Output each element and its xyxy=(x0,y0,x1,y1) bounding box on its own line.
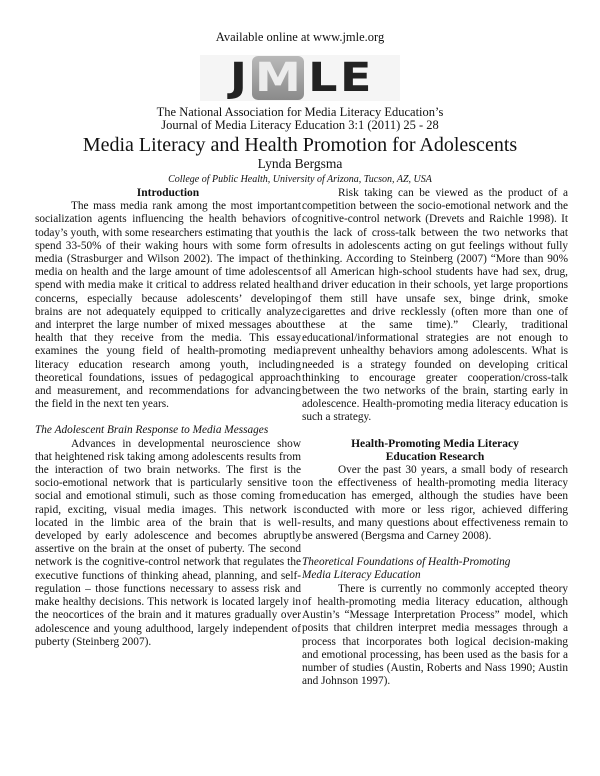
journal-citation: Journal of Media Literacy Education 3:1 (2011) 25 - 28 xyxy=(161,118,439,132)
theory-paragraph: There is currently no commonly accepted theory of health-promoting media literacy education, although Austin’s “Message Interpretation Process” model, which posits that children interpret media messages through a process that incorporates both logical decision-making and emotional processing, has been used as the basis for a number of studies (Austin, Roberts and Nass 1990; Austin and Johnson 1997). xyxy=(302,582,568,688)
section-spacer xyxy=(302,425,568,438)
logo-letter-e: E xyxy=(339,55,371,101)
brain-response-paragraph: Advances in developmental neuroscience show that heightened risk taking among adolescents results from the interaction of two brain networks. The first is the socio-emotional network that is particularly sensitive to social and emotional stimuli, such as those coming from rapid, exciting, visual media images. This network is located in the limbic area of the brain that is well-developed by early adolescence and becomes abruptly assertive on the brain at the onset of puberty. The second network is the cognitive-control network that regulates the executive functions of thinking ahead, planning, and self-regulation – those functions necessary to assess risk and make healthy decisions. This network is located largely in the neocortices of the brain and it matures gradually over adolescence and young adulthood, largely independent of puberty (Steinberg 2007). xyxy=(35,437,301,648)
introduction-paragraph: The mass media rank among the most important socialization agents influencing the health behaviors of today’s youth, with some researchers estimating that youth spend 33-50% of their waking hours with some form of media (Strasburger and Wilson 2002). The impact of the media on health and the large amount of time adolescents spend with media make it critical to address related health concerns, especially because adolescents’ developing brains are not adequately equipped to critically analyze and interpret the large number of mixed messages about health that they receive from the media. This essay examines the young field of health-promoting media literacy education research among youth, including theoretical foundations, issues of pedagogical approach and measurement, and recommendations for advancing the field in the next ten years. xyxy=(35,200,301,411)
availability-notice: Available online at www.jmle.org xyxy=(215,30,385,44)
risk-taking-paragraph: Risk taking can be viewed as the product of a competition between the socio-emotional network and the cognitive-control network (Drevets and Raichle 1998). It is the lack of cross-talk between the two networks that results in adolescents acting on gut feelings without fully thinking. According to Steinberg (2007) “More than 90% of all American high-school students have had sex, drug, and driver education in their schools, yet large proportions of them still have unsafe sex, binge drink, smoke cigarettes and drive recklessly (often more than one of these at the same time).” Clearly, traditional educational/informational strategies are not enough to prevent unhealthy behaviors among adolescents. What is needed is a strategy founded on developing critical thinking to encourage greater cooperation/cross-talk between the two networks of the brain, starting early in adolescence. Health-promoting media literacy education is such a strategy. xyxy=(302,187,568,424)
brain-response-heading: The Adolescent Brain Response to Media Messages xyxy=(35,424,269,437)
research-paragraph: Over the past 30 years, a small body of research on the effectiveness of health-promoting media literacy education has emerged, although the studies have been conducted with more or less rigor, achieved differing results, and many questions about effectiveness remain to be answered (Bergsma and Carney 2008). xyxy=(302,464,568,543)
introduction-heading: Introduction xyxy=(136,187,200,199)
section-spacer xyxy=(302,543,568,556)
article-title: Media Literacy and Health Promotion for Adolescents xyxy=(82,134,518,156)
research-heading-line1: Health-Promoting Media Literacy xyxy=(351,437,519,450)
left-column xyxy=(35,187,301,649)
right-column xyxy=(302,187,568,688)
logo-letter-j: J xyxy=(230,55,248,101)
logo-letter-m-box xyxy=(252,56,304,100)
theory-heading-line1: Theoretical Foundations of Health-Promoting xyxy=(302,556,511,569)
logo-letter-l: L xyxy=(308,55,338,101)
org-line: The National Association for Media Literacy Education’s xyxy=(156,105,444,119)
theory-heading-line2: Media Literacy Education xyxy=(302,569,421,582)
journal-header xyxy=(0,106,600,132)
jmle-logo xyxy=(200,55,400,101)
research-heading xyxy=(302,438,568,464)
logo-letter-m: M xyxy=(255,55,301,101)
article-author: Lynda Bergsma xyxy=(257,156,343,171)
author-affiliation: College of Public Health, University of Arizona, Tucson, AZ, USA xyxy=(168,174,432,185)
theory-heading xyxy=(302,556,568,582)
section-spacer xyxy=(35,411,301,424)
research-heading-line2: Education Research xyxy=(385,450,485,463)
